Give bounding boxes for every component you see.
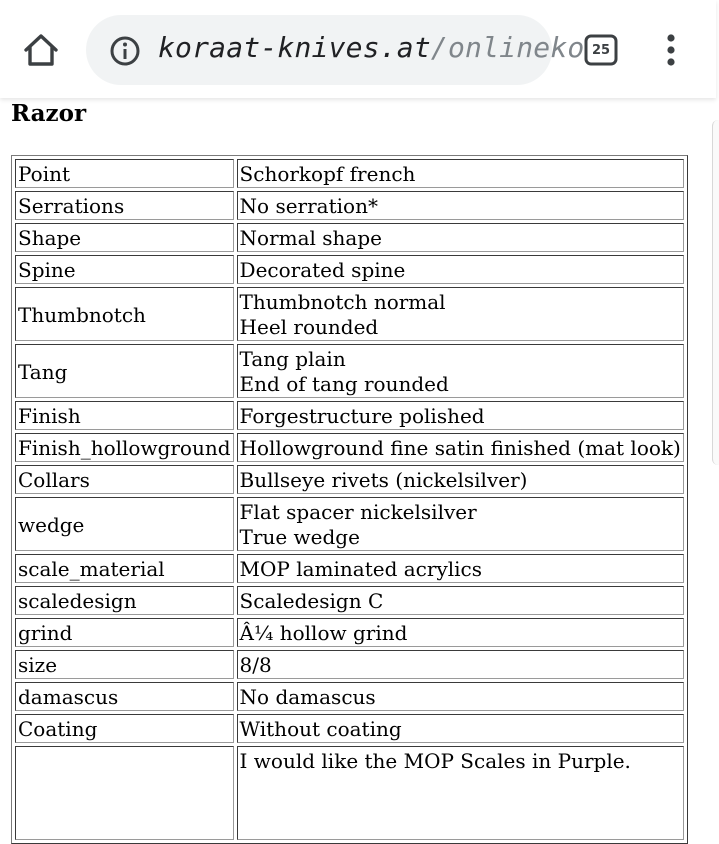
spec-value-cell [237,465,684,494]
table-row [15,401,684,430]
spec-value-line: Heel rounded [239,315,379,339]
page-title: Razor [11,100,87,127]
spec-value-cell [237,223,684,252]
tab-switcher-button[interactable] [583,32,619,68]
spec-key-cell: Shape [15,223,234,252]
spec-value-cell [237,433,684,462]
spec-key-cell [15,746,234,840]
url-text[interactable] [158,31,584,64]
table-row [15,159,684,188]
info-icon[interactable] [109,35,141,67]
spec-key-cell: Spine [15,255,234,284]
address-bar[interactable] [86,15,585,85]
spec-value-cell [237,497,684,551]
table-row [15,650,684,679]
spec-key-cell: Tang [15,344,234,398]
spec-value-line: I would like the MOP Scales in Purple. [239,749,631,773]
spec-value-line: No serration* [239,194,378,218]
home-icon [20,29,62,71]
spec-value-line: Schorkopf french [239,162,416,186]
tab-count: 25 [591,42,611,58]
spec-key-cell: damascus [15,682,234,711]
spec-key-cell: grind [15,618,234,647]
spec-key-cell: Coating [15,714,234,743]
home-button[interactable] [20,29,62,71]
spec-key-cell: Thumbnotch [15,287,234,341]
table-row [15,191,684,220]
table-row [15,497,684,551]
overflow-menu-button[interactable] [656,30,686,70]
spec-key-cell: Finish [15,401,234,430]
spec-value-line: Decorated spine [239,258,406,282]
spec-value-line: Bullseye rivets (nickelsilver) [239,468,528,492]
table-row [15,682,684,711]
table-row [15,344,684,398]
spec-value-line: Normal shape [239,226,382,250]
table-row [15,433,684,462]
url-path: /onlineko [430,31,585,64]
table-row [15,618,684,647]
spec-value-line: Thumbnotch normal [239,290,446,314]
spec-value-line: Scaledesign C [239,589,384,613]
spec-value-cell [237,191,684,220]
spec-key-cell: Point [15,159,234,188]
spec-value-cell [237,618,684,647]
spec-value-cell [237,650,684,679]
spec-value-line: Flat spacer nickelsilver [239,500,477,524]
spec-key-cell: size [15,650,234,679]
spec-value-cell [237,682,684,711]
spec-table-body [15,159,684,840]
spec-value-cell [237,255,684,284]
spec-value-cell [237,159,684,188]
table-row [15,746,684,840]
page-content [0,98,716,808]
table-row [15,714,684,743]
spec-value-line: 8/8 [239,653,272,677]
more-vert-icon [656,30,686,70]
table-row [15,255,684,284]
side-panel-edge [712,120,719,465]
spec-value-line: Forgestructure polished [239,404,485,428]
spec-value-line: End of tang rounded [239,372,449,396]
table-row [15,554,684,583]
spec-value-line: Â¼ hollow grind [239,621,408,645]
browser-toolbar [0,0,716,98]
table-row [15,287,684,341]
table-row [15,586,684,615]
spec-key-cell: Finish_hollowground [15,433,234,462]
spec-value-cell [237,746,684,840]
spec-key-cell: scaledesign [15,586,234,615]
razor-spec-table [11,155,688,844]
spec-value-cell [237,586,684,615]
table-row [15,223,684,252]
spec-value-cell [237,714,684,743]
table-row [15,465,684,494]
spec-value-line: No damascus [239,685,376,709]
spec-value-cell [237,344,684,398]
spec-value-line: Hollowground fine satin finished (mat look) [239,436,681,460]
spec-value-line: Tang plain [239,347,346,371]
spec-value-line: True wedge [239,525,360,549]
spec-value-line: Without coating [239,717,402,741]
spec-value-cell [237,287,684,341]
spec-key-cell: Collars [15,465,234,494]
spec-value-cell [237,401,684,430]
spec-value-line: MOP laminated acrylics [239,557,482,581]
spec-key-cell: wedge [15,497,234,551]
spec-key-cell: scale_material [15,554,234,583]
spec-key-cell: Serrations [15,191,234,220]
url-host: koraat-knives.at [158,31,431,64]
spec-value-cell [237,554,684,583]
